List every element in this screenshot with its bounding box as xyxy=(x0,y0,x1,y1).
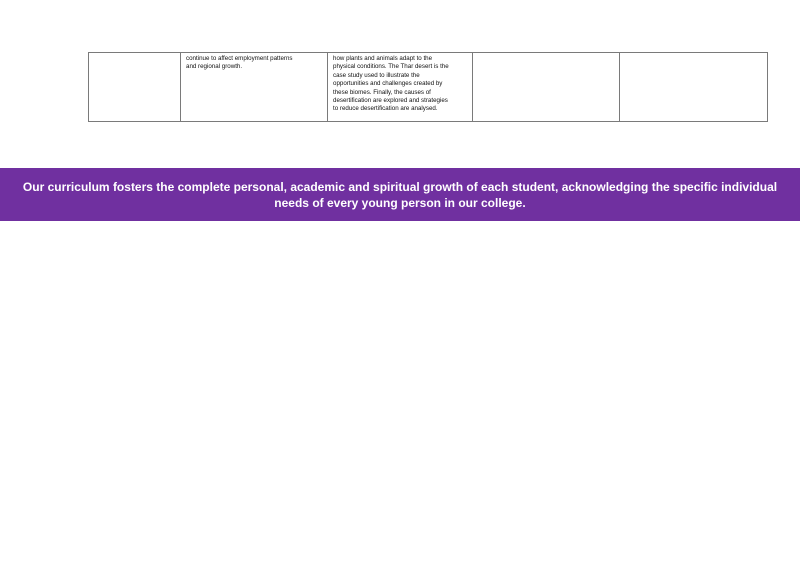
mission-statement: Our curriculum fosters the complete personal, academic and spiritual growth of each student, acknowledging the specific individual needs of every young person in our college. xyxy=(22,179,778,210)
mission-banner xyxy=(0,168,800,221)
table-cell-1 xyxy=(89,53,181,122)
table-cell-3 xyxy=(328,53,473,122)
table-cell-5 xyxy=(620,53,768,122)
table-cell-4 xyxy=(473,53,620,122)
curriculum-table xyxy=(88,52,768,122)
table-cell-text: continue to affect employment patterns and regional growth. xyxy=(186,55,293,71)
table-cell-2 xyxy=(181,53,328,122)
table-row xyxy=(89,53,768,122)
table-cell-text: how plants and animals adapt to the physical conditions. The Thar desert is the case study used to illustrate the opportunities and challenges created by these biomes. Finally, the causes of desertification are explored and strategies to reduce desertification are analysed. xyxy=(333,55,449,113)
